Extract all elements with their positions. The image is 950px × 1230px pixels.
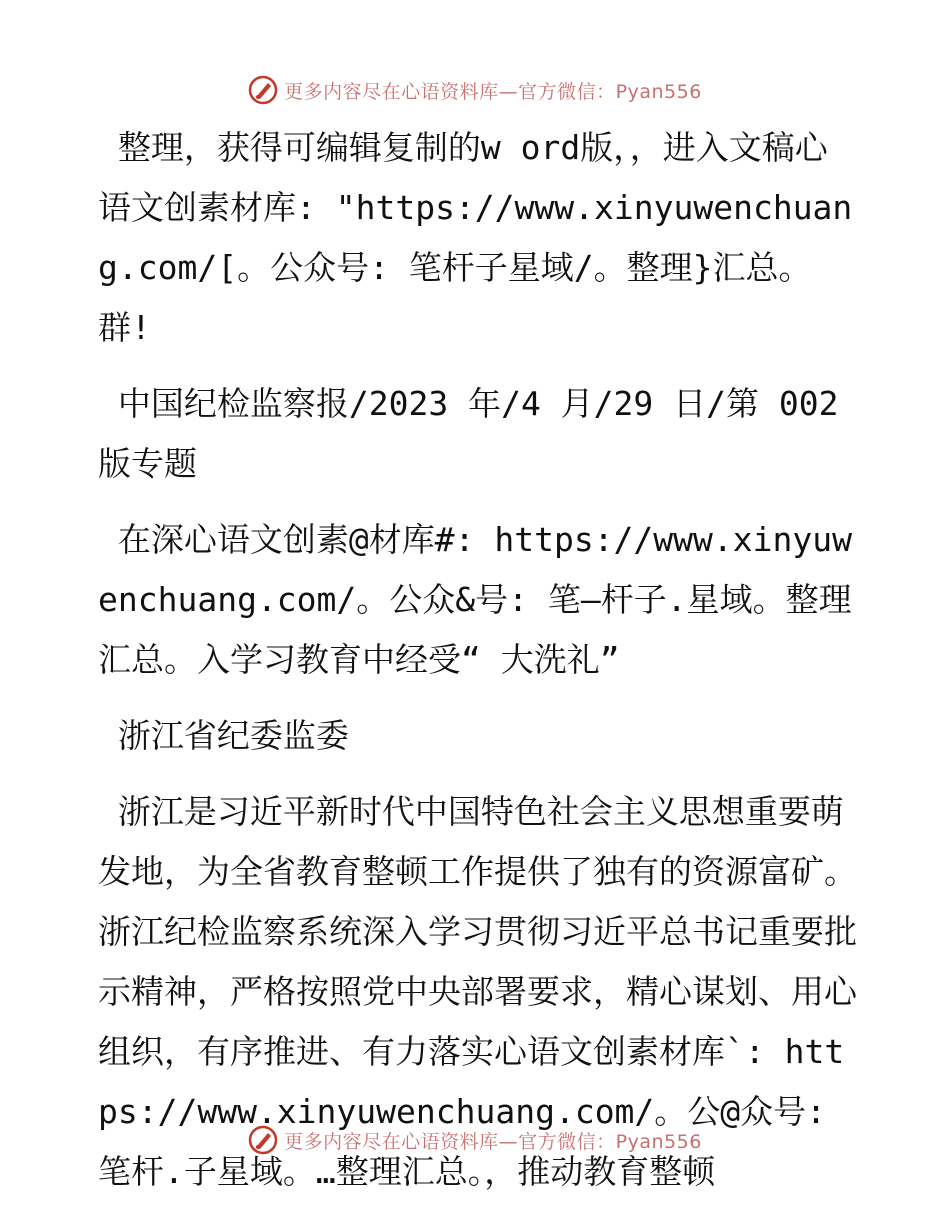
paragraph-source: 中国纪检监察报/2023 年/4 月/29 日/第 002 版专题 — [98, 384, 859, 483]
header-banner — [0, 70, 950, 110]
header-banner-text: 更多内容尽在心语资料库—官方微信：Pyan556 — [284, 80, 702, 103]
brand-logo-icon — [248, 75, 278, 105]
brand-logo-icon — [248, 1125, 278, 1155]
paragraph-title: 在深心语文创素@材库#: https://www.xinyuwenchuang.com/。公众&号: 笔—杆子.星域。整理汇总。入学习教育中经受“ 大洗礼” — [98, 520, 852, 679]
paragraph-author: 浙江省纪委监委 — [98, 716, 349, 755]
footer-banner — [0, 1120, 950, 1160]
footer-banner-text: 更多内容尽在心语资料库—官方微信：Pyan556 — [284, 1130, 702, 1153]
document-body — [98, 118, 858, 1218]
paragraph-body: 浙江是习近平新时代中国特色社会主义思想重要萌发地，为全省教育整顿工作提供了独有的资源富矿。浙江纪检监察系统深入学习贯彻习近平总书记重要批示精神，严格按照党中央部署要求，精心谋划、用心组织，有序推进、有力落实心语文创素材库`: https://www.xinyuwenchuang.com/。公@众号: 笔杆.子星域。…整理汇总。，推动教育整顿 — [98, 792, 857, 1191]
paragraph-intro: 整理，获得可编辑复制的w ord版，，进入文稿心语文创素材库: "https://www.xinyuwenchuang.com/[。公众号: 笔杆子星域/。整理}汇总。群! — [98, 128, 853, 347]
